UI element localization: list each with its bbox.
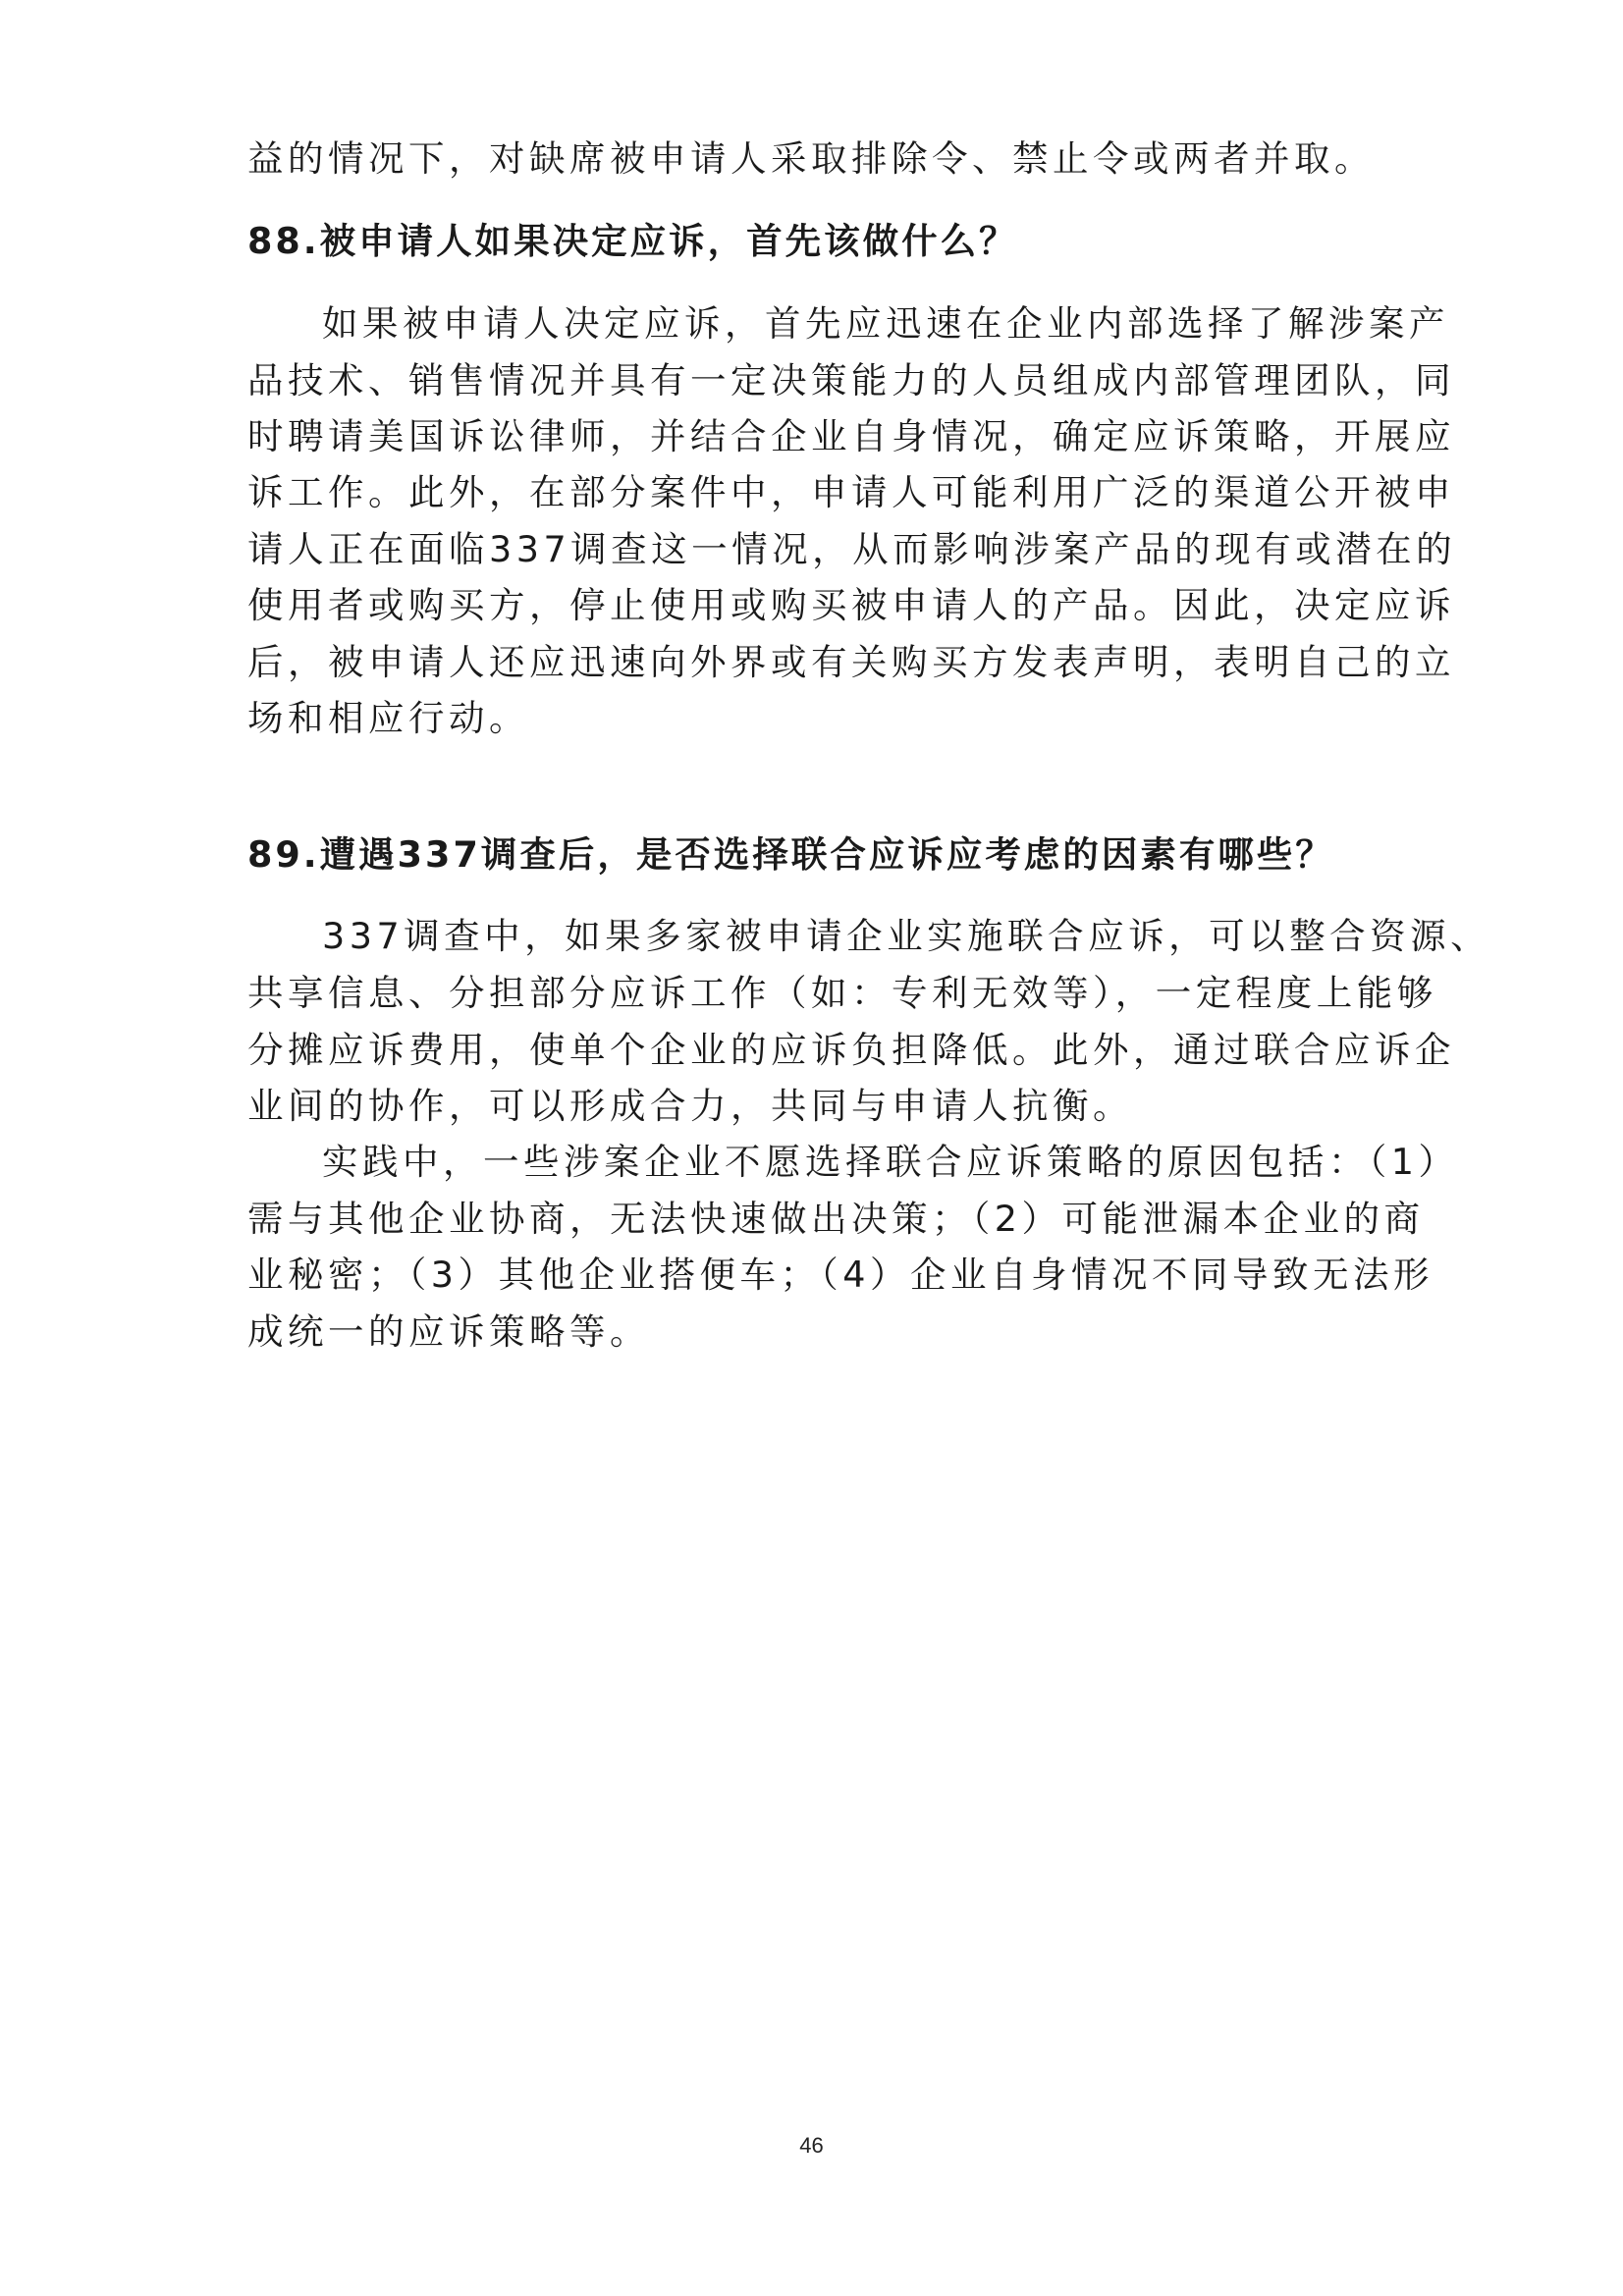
section-88-paragraph-line: 品技术、销售情况并具有一定决策能力的人员组成内部管理团队，同 — [247, 359, 1455, 401]
section-88-paragraph-line: 场和相应行动。 — [247, 697, 529, 739]
section-89-paragraph-2-line: 成统一的应诉策略等。 — [247, 1310, 650, 1353]
section-88-paragraph-line: 如果被申请人决定应诉，首先应迅速在企业内部选择了解涉案产 — [322, 302, 1449, 345]
section-89-heading: 89.遭遇337调查后，是否选择联合应诉应考虑的因素有哪些？ — [247, 833, 1334, 876]
section-88-paragraph-line: 使用者或购买方，停止使用或购买被申请人的产品。因此，决定应诉 — [247, 584, 1455, 626]
section-89-paragraph-2-line: 业秘密；（3）其他企业搭便车；（4）企业自身情况不同导致无法形 — [247, 1254, 1434, 1296]
section-89-paragraph-1-line: 分摊应诉费用，使单个企业的应诉负担降低。此外，通过联合应诉企 — [247, 1029, 1455, 1071]
section-89-paragraph-1-line: 337调查中，如果多家被申请企业实施联合应诉，可以整合资源、 — [322, 915, 1491, 957]
section-89-paragraph-2-line: 需与其他企业协商，无法快速做出决策；（2）可能泄漏本企业的商 — [247, 1198, 1425, 1240]
section-88-paragraph-line: 诉工作。此外，在部分案件中，申请人可能利用广泛的渠道公开被申 — [247, 471, 1455, 513]
section-89-paragraph-1-line: 共享信息、分担部分应诉工作（如：专利无效等），一定程度上能够 — [247, 972, 1437, 1014]
section-89-paragraph-1-line: 业间的协作，可以形成合力，共同与申请人抗衡。 — [247, 1085, 1133, 1127]
section-89-paragraph-2-line: 实践中，一些涉案企业不愿选择联合应诉策略的原因包括：（1） — [322, 1141, 1459, 1183]
page-number: 46 — [799, 2133, 824, 2158]
continuation-line: 益的情况下，对缺席被申请人采取排除令、禁止令或两者并取。 — [247, 137, 1375, 180]
section-88-paragraph-line: 后，被申请人还应迅速向外界或有关购买方发表声明，表明自己的立 — [247, 641, 1455, 683]
section-88-paragraph-line: 时聘请美国诉讼律师，并结合企业自身情况，确定应诉策略，开展应 — [247, 415, 1455, 457]
section-88-paragraph-line: 请人正在面临337调查这一情况，从而影响涉案产品的现有或潜在的 — [247, 528, 1457, 570]
section-88-heading: 88.被申请人如果决定应诉，首先该做什么？ — [247, 220, 1018, 262]
